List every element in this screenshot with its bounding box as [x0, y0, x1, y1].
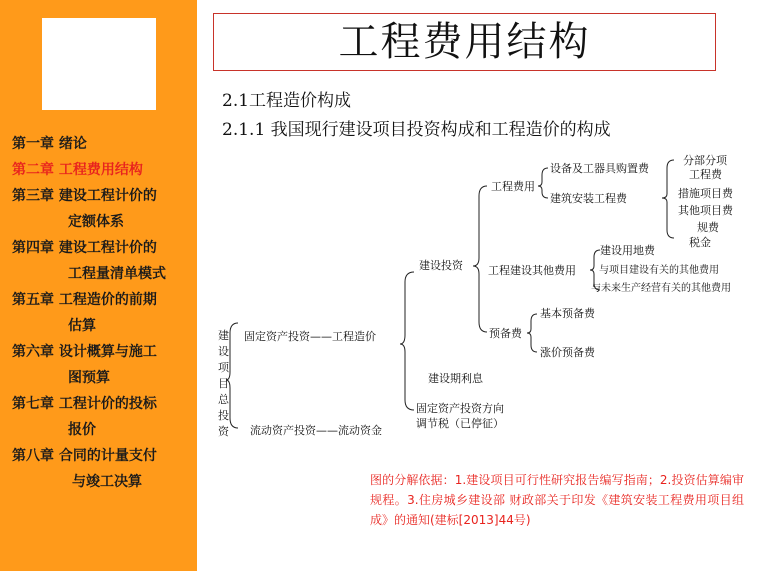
installation-cost-label: 建筑安装工程费	[550, 192, 627, 205]
future-cost-label: 与未来生产经营有关的其他费用	[591, 283, 731, 294]
basic-reserve-label: 基本预备费	[540, 307, 595, 320]
reserve-bracket	[527, 314, 537, 352]
section-heading: 2.1工程造价构成	[222, 91, 352, 111]
root-char-4: 目	[218, 377, 229, 390]
fees-label: 规费	[697, 221, 719, 234]
tax-label-line1: 固定资产投资方向	[416, 402, 504, 415]
reserve-label: 预备费	[489, 327, 522, 340]
root-char-2: 设	[218, 345, 229, 358]
chapter-item-6[interactable]: 第六章 设计概算与施工 图预算	[12, 344, 157, 386]
current-asset-label: 流动资产投资——流动资金	[250, 424, 382, 437]
engineering-cost-bracket	[538, 168, 548, 198]
engineering-cost-label: 工程费用	[491, 180, 535, 193]
chapter-item-5[interactable]: 第五章 工程造价的前期 估算	[12, 292, 157, 334]
fixed-asset-bracket	[400, 272, 414, 410]
tax-label-line2: 调节税（已停征）	[416, 417, 504, 430]
equipment-cost-label: 设备及工器具购置费	[550, 162, 649, 175]
subitem-cost-line1: 分部分项	[683, 154, 727, 167]
root-char-3: 项	[218, 361, 229, 374]
related-cost-label: 与项目建设有关的其他费用	[599, 265, 719, 276]
measure-cost-label: 措施项目费	[678, 187, 733, 200]
page-title: 工程费用结构	[338, 19, 591, 65]
root-char-6: 投	[218, 409, 229, 422]
source-note: 图的分解依据：1.建设项目可行性研究报告编写指南；2.投资估算编审规程。3.住房城乡建设部 财政部关于印发《建筑安装工程费用项目组成》的通知(建标[2013]44号)	[370, 473, 744, 527]
fixed-asset-label: 固定资产投资——工程造价	[244, 330, 376, 343]
price-reserve-label: 涨价预备费	[540, 346, 595, 359]
tax-item-label: 税金	[689, 236, 711, 249]
subsection-heading: 2.1.1 我国现行建设项目投资构成和工程造价的构成	[222, 120, 611, 140]
construction-interest-label: 建设期利息	[428, 372, 483, 385]
other-cost-label: 工程建设其他费用	[488, 264, 576, 277]
installation-cost-bracket	[662, 160, 674, 238]
chapter-item-2[interactable]: 第二章 工程费用结构	[12, 162, 143, 178]
root-char-7: 资	[218, 425, 229, 438]
chapter-item-1[interactable]: 第一章 绪论	[12, 136, 87, 152]
chapter-item-7[interactable]: 第七章 工程计价的投标 报价	[12, 396, 157, 438]
chapter-item-3[interactable]: 第三章 建设工程计价的 定额体系	[12, 188, 157, 230]
root-char-5: 总	[218, 393, 229, 406]
chapter-item-8[interactable]: 第八章 合同的计量支付 与竣工决算	[12, 448, 157, 490]
root-char-1: 建	[218, 329, 229, 342]
subitem-cost-line2: 工程费	[689, 168, 722, 181]
land-cost-label: 建设用地费	[600, 244, 655, 257]
chapter-item-4[interactable]: 第四章 建设工程计价的 工程量清单模式	[12, 240, 166, 282]
other-item-cost-label: 其他项目费	[678, 204, 733, 217]
construction-investment-bracket	[473, 186, 487, 332]
construction-investment-label: 建设投资	[419, 259, 463, 272]
